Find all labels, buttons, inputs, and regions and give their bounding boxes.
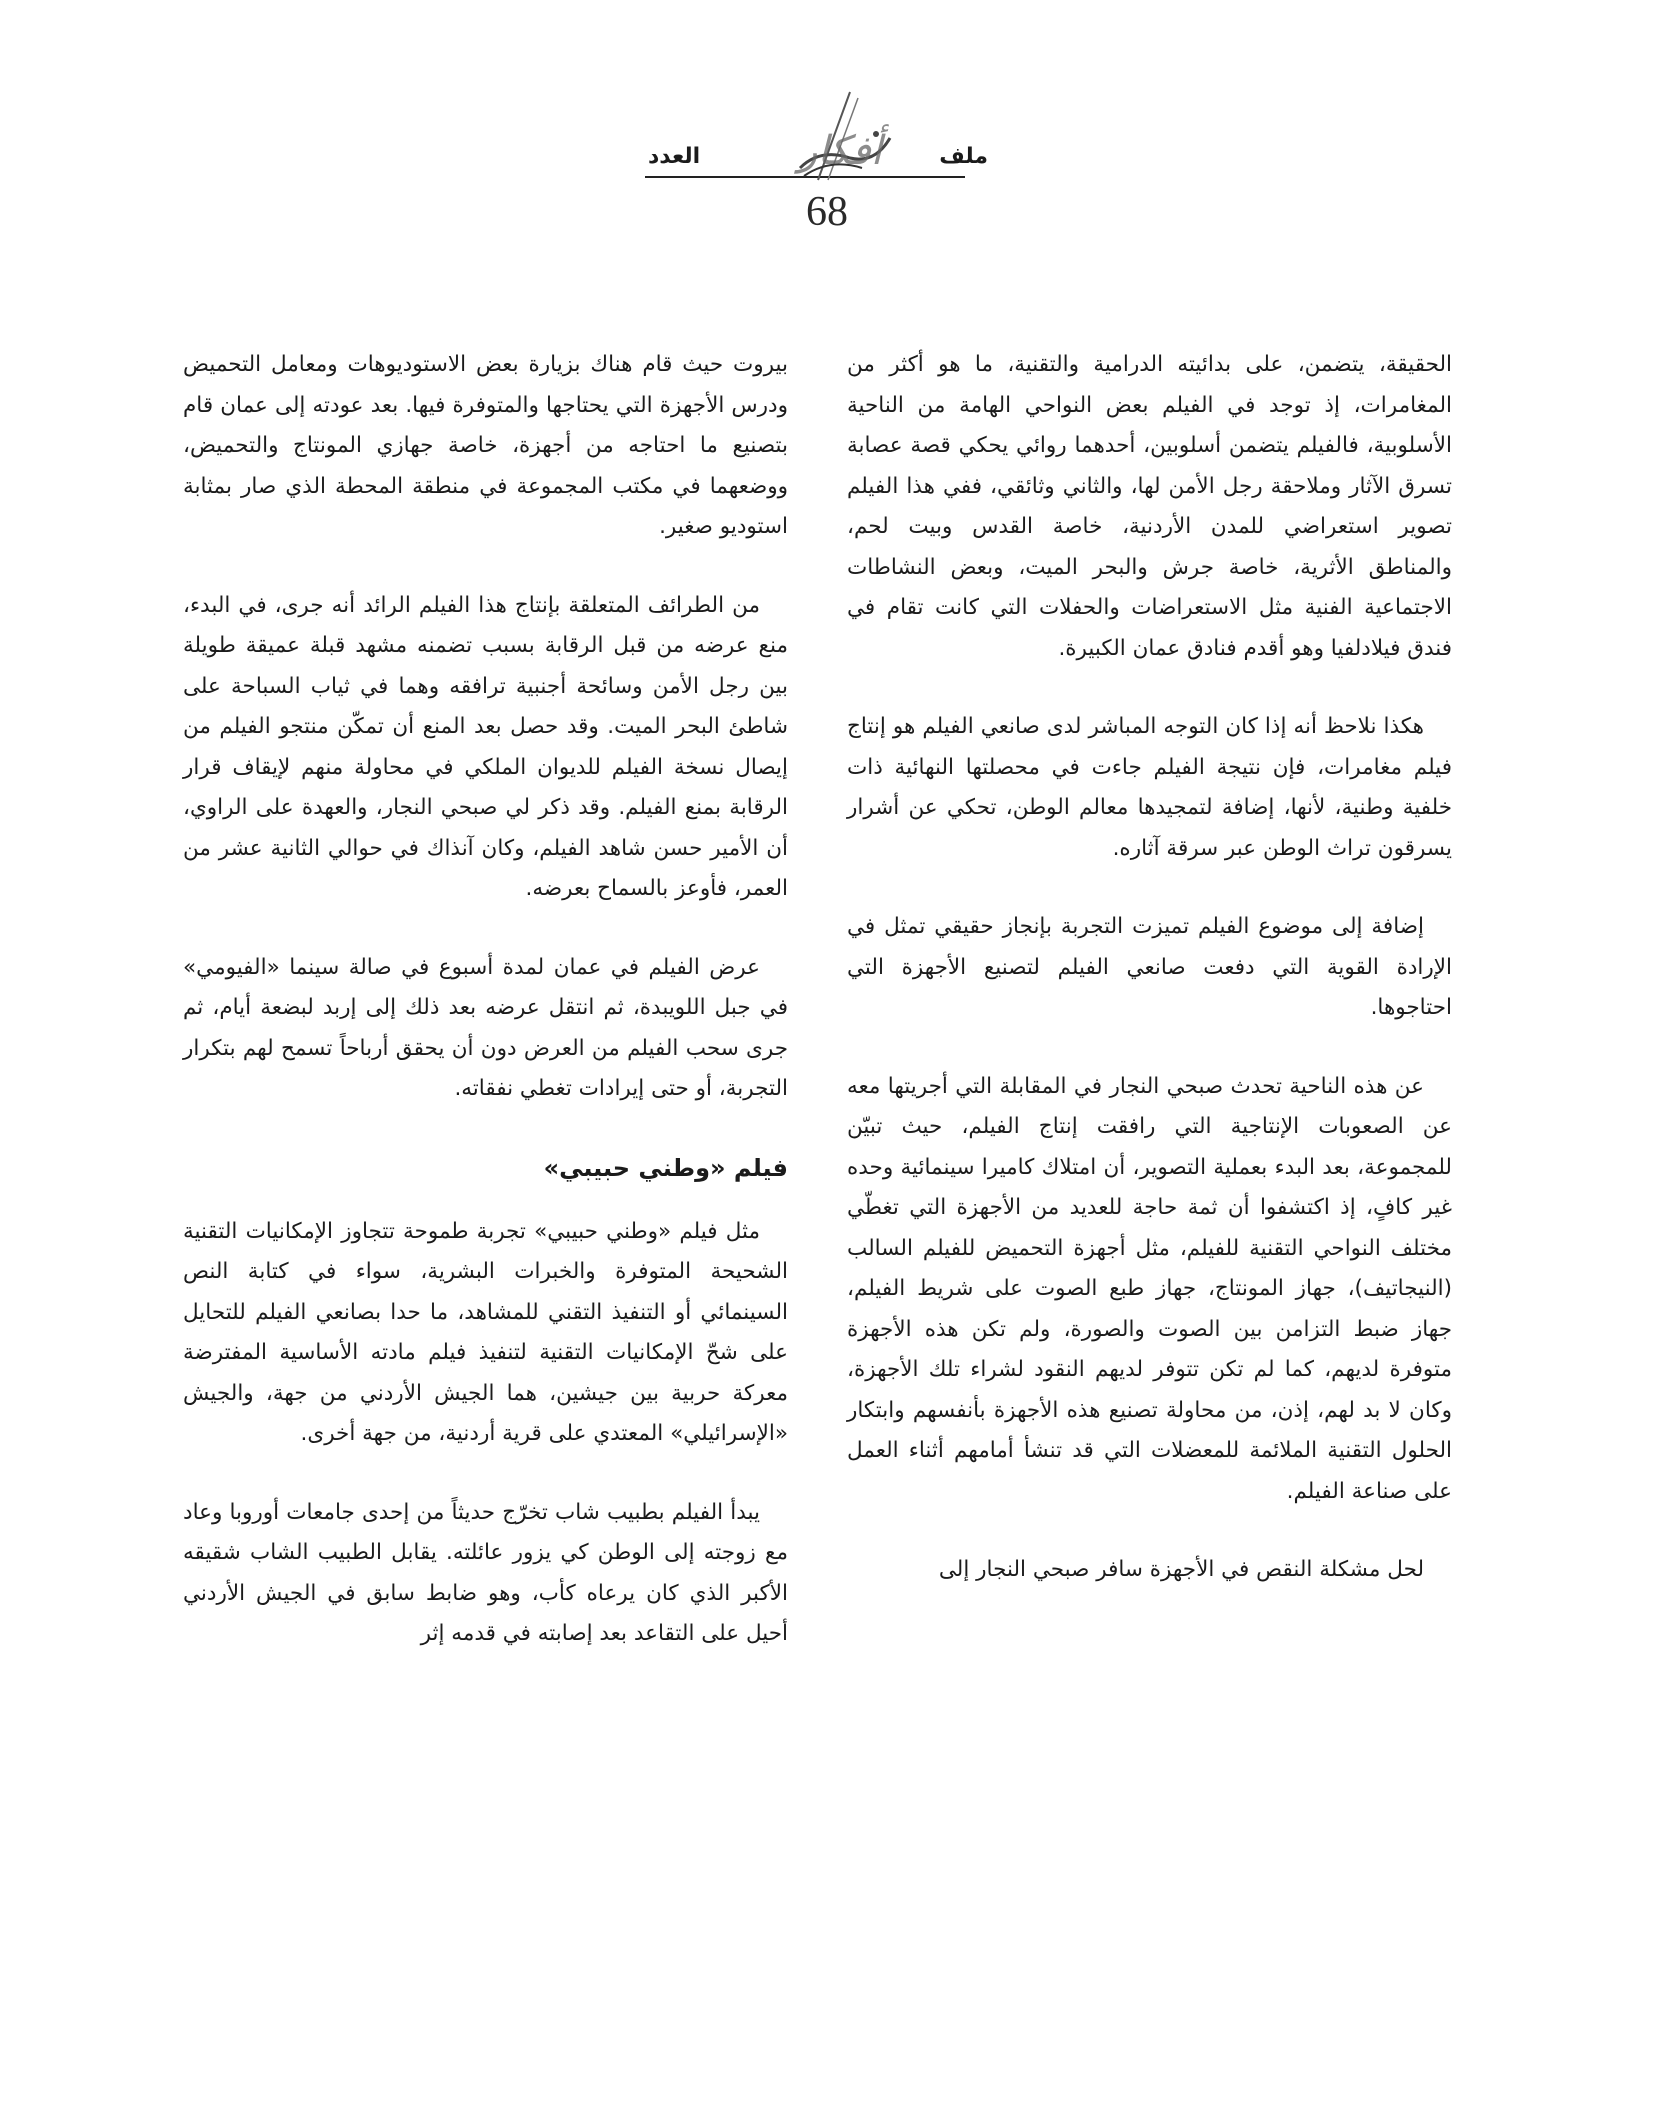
right-text-column [847, 345, 1452, 1591]
paragraph: مثل فيلم «وطني حبيبي» تجربة طموحة تتجاوز الإمكانيات التقنية الشحيحة المتوفرة والخبرات البشرية، سواء في كتابة النص السينمائي أو التنفيذ التقني للمشاهد، ما حدا بصانعي الفيلم للتحايل على شحّ الإمكانيات التقنية لتنفيذ فيلم مادته الأساسية المفترضة معركة حربية بين جيشين، هما الجيش الأردني من جهة، والجيش «الإسرائيلي» المعتدي على قرية أردنية، من جهة أخرى. [183, 1218, 788, 1446]
section-label-right: ملف [939, 144, 988, 169]
page-header [0, 88, 1654, 235]
left-text-column [183, 345, 788, 1655]
paragraph: هكذا نلاحظ أنه إذا كان التوجه المباشر لدى صانعي الفيلم هو إنتاج فيلم مغامرات، فإن نتيجة الفيلم جاءت في محصلتها النهائية ذات خلفية وطنية، لأنها، إضافة لتمجيدها معالم الوطن، تحكي عن أشرار يسرقون تراث الوطن عبر سرقة آثاره. [847, 714, 1452, 861]
column-divider [817, 360, 818, 1920]
paragraph: بيروت حيث قام هناك بزيارة بعض الاستوديوهات ومعامل التحميض ودرس الأجهزة التي يحتاجها والمتوفرة فيها. بعد عودته إلى عمان قام بتصنيع ما احتاجه من أجهزة، خاصة جهازي المونتاج والتحميض، ووضعهما في مكتب المجموعة في منطقة المحطة الذي صار بمثابة استوديو صغير. [183, 352, 788, 539]
paragraph: لحل مشكلة النقص في الأجهزة سافر صبحي النجار إلى [938, 1557, 1424, 1582]
section-label-left: العدد [648, 144, 701, 169]
paragraph: عن هذه الناحية تحدث صبحي النجار في المقابلة التي أجريتها معه عن الصعوبات الإنتاجية التي رافقت إنتاج الفيلم، حيث تبيّن للمجموعة، بعد البدء بعملية التصوير، أن امتلاك كاميرا سينمائية وحده غير كافٍ، إذ اكتشفوا أن ثمة حاجة للعديد من الأجهزة التي تغطّي مختلف النواحي التقنية للفيلم، مثل أجهزة التحميض للفيلم السالب (النيجاتيف)، جهاز المونتاج، جهاز طبع الصوت على شريط الفيلم، جهاز ضبط التزامن بين الصوت والصورة، ولم تكن هذه الأجهزة متوفرة لديهم، كما لم تكن تتوفر لديهم النقود لشراء تلك الأجهزة، وكان لا بد لهم، إذن، من محاولة تصنيع هذه الأجهزة بأنفسهم وابتكار الحلول التقنية الملائمة للمعضلات التي قد تنشأ أمامهم أثناء العمل على صناعة الفيلم. [847, 1073, 1452, 1504]
paragraph: إضافة إلى موضوع الفيلم تميزت التجربة بإنجاز حقيقي تمثل في الإرادة القوية التي دفعت صانعي الفيلم لتصنيع الأجهزة التي احتاجوها. [847, 914, 1452, 1020]
paragraph: يبدأ الفيلم بطبيب شاب تخرّج حديثاً من إحدى جامعات أوروبا وعاد مع زوجته إلى الوطن كي يزور عائلته. يقابل الطبيب الشاب شقيقه الأكبر الذي كان يرعاه كأب، وهو ضابط سابق في الجيش الأردني أحيل على التقاعد بعد إصابته في قدمه إثر [183, 1499, 788, 1646]
paragraph: من الطرائف المتعلقة بإنتاج هذا الفيلم الرائد أنه جرى، في البدء، منع عرضه من قبل الرقابة بسبب تضمنه مشهد قبلة عميقة طويلة بين رجل الأمن وسائحة أجنبية ترافقه وهما في ثياب السباحة على شاطئ البحر الميت. وقد حصل بعد المنع أن تمكّن منتجو الفيلم من إيصال نسخة الفيلم للديوان الملكي في محاولة منهم لإيقاف قرار الرقابة بمنع الفيلم. وقد ذكر لي صبحي النجار، والعهدة على الراوي، أن الأمير حسن شاهد الفيلم، وكان آنذاك في حوالي الثانية عشر من العمر، فأوعز بالسماح بعرضه. [183, 592, 788, 901]
paragraph: الحقيقة، يتضمن، على بدائيته الدرامية والتقنية، ما هو أكثر من المغامرات، إذ توجد في الفيلم بعض النواحي الهامة من الناحية الأسلوبية، فالفيلم يتضمن أسلوبين، أحدهما روائي يحكي قصة عصابة تسرق الآثار وملاحقة رجل الأمن لها، والثاني وثائقي، ففي هذا الفيلم تصوير استعراضي للمدن الأردنية، خاصة القدس وبيت لحم، والمناطق الأثرية، خاصة جرش والبحر الميت، وبعض النشاطات الاجتماعية الفنية مثل الاستعراضات والحفلات التي كانت تقام في فندق فيلادلفيا وهو أقدم فنادق عمان الكبيرة. [847, 352, 1452, 661]
section-heading: فيلم «وطني حبيبي» [543, 1153, 788, 1182]
page-number: 68 [806, 189, 848, 235]
logo-wordmark: أفكار [798, 128, 882, 174]
paragraph: عرض الفيلم في عمان لمدة أسبوع في صالة سينما «الفيومي» في جبل اللويبدة، ثم انتقل عرضه بعد ذلك إلى إربد لبضعة أيام، ثم جرى سحب الفيلم من العرض دون أن يحقق أرباحاً تسمح لهم بتكرار التجربة، أو حتى إيرادات تغطي نفقاته. [183, 954, 788, 1101]
